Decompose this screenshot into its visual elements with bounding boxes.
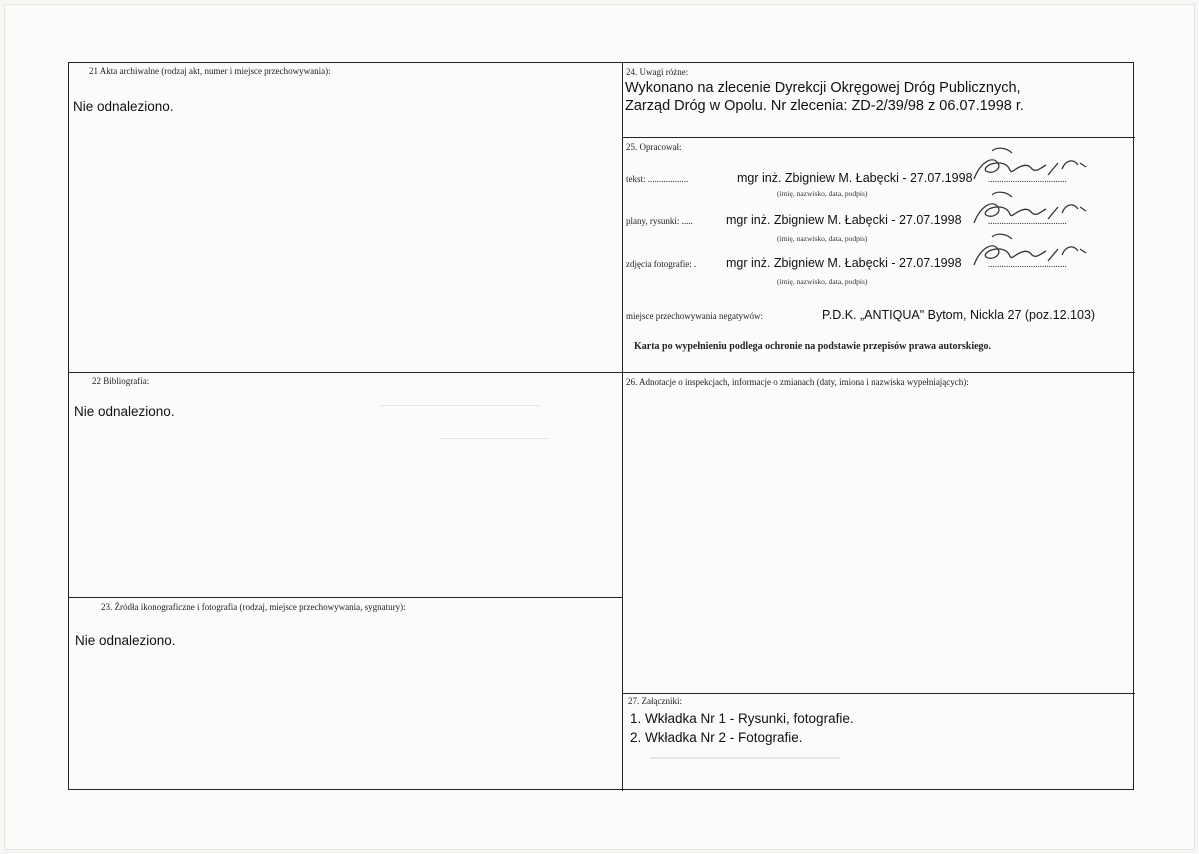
field-25-label: 25. Opracował: [626,142,682,152]
field-26-inspection-notes [622,372,1135,693]
tekst-signature-line: ................................... [988,174,1067,184]
tekst-author: mgr inż. Zbigniew M. Łabęcki - 27.07.1998 [737,171,973,185]
record-card-form [68,62,1134,790]
negatives-value: P.D.K. „ANTIQUA" Bytom, Nickla 27 (poz.12.103) [822,308,1096,322]
signature-image-2 [962,189,1132,231]
field-27-attachments [622,693,1135,791]
field-27-label: 27. Załączniki: [628,696,682,706]
field-21-value: Nie odnaleziono. [73,99,174,114]
negatives-label: miejsce przechowywania negatywów: [626,311,763,321]
zdjecia-author: mgr inż. Zbigniew M. Łabęcki - 27.07.1998 [726,256,962,270]
field-25-prepared-by [622,137,1135,372]
plany-signature-line: ................................... [988,216,1067,226]
field-24-label: 24. Uwagi różne: [626,67,689,77]
scan-artifact [440,438,550,439]
field-24-remarks [622,63,1135,137]
scan-artifact [650,757,840,759]
attachment-item-1: 1. Wkładka Nr 1 - Rysunki, fotografie. [630,711,854,726]
field-24-line-1: Wykonano na zlecenie Dyrekcji Okręgowej Dróg Publicznych, [625,80,1021,96]
field-23-value: Nie odnaleziono. [75,633,176,648]
tekst-label: tekst: .................. [626,174,689,184]
scan-artifact [380,405,540,406]
field-26-label: 26. Adnotacje o inspekcjach, informacje o zmianach (daty, imiona i nazwiska wypełniających): [626,377,969,387]
tekst-note: (imię, nazwisko, data, podpis) [777,189,868,198]
plany-author: mgr inż. Zbigniew M. Łabęcki - 27.07.1998 [726,213,962,227]
field-21-label: 21 Akta archiwalne (rodzaj akt, numer i miejsce przechowywania): [89,66,331,76]
zdjecia-signature-line: ................................... [988,259,1067,269]
attachment-item-2: 2. Wkładka Nr 2 - Fotografie. [630,730,803,745]
zdjecia-note: (imię, nazwisko, data, podpis) [777,277,868,286]
field-23-label: 23. Źródła ikonograficzne i fotografia (rodzaj, miejsce przechowywania, sygnatury): [101,602,406,612]
field-23-iconographic-sources [69,597,622,791]
field-24-line-2: Zarząd Dróg w Opolu. Nr zlecenia: ZD-2/39/98 z 06.07.1998 r. [625,98,1024,114]
plany-label: plany, rysunki: ..... [626,216,693,226]
field-21-archival-records [69,63,622,372]
zdjecia-label: zdjęcia fotografie: . [626,259,697,269]
copyright-notice: Karta po wypełnieniu podlega ochronie na podstawie przepisów prawa autorskiego. [634,341,992,352]
field-22-value: Nie odnaleziono. [74,404,175,419]
signature-image-1 [962,145,1132,187]
field-22-label: 22 Bibliografia: [92,376,150,386]
plany-note: (imię, nazwisko, data, podpis) [777,234,868,243]
signature-image-3 [962,231,1132,273]
